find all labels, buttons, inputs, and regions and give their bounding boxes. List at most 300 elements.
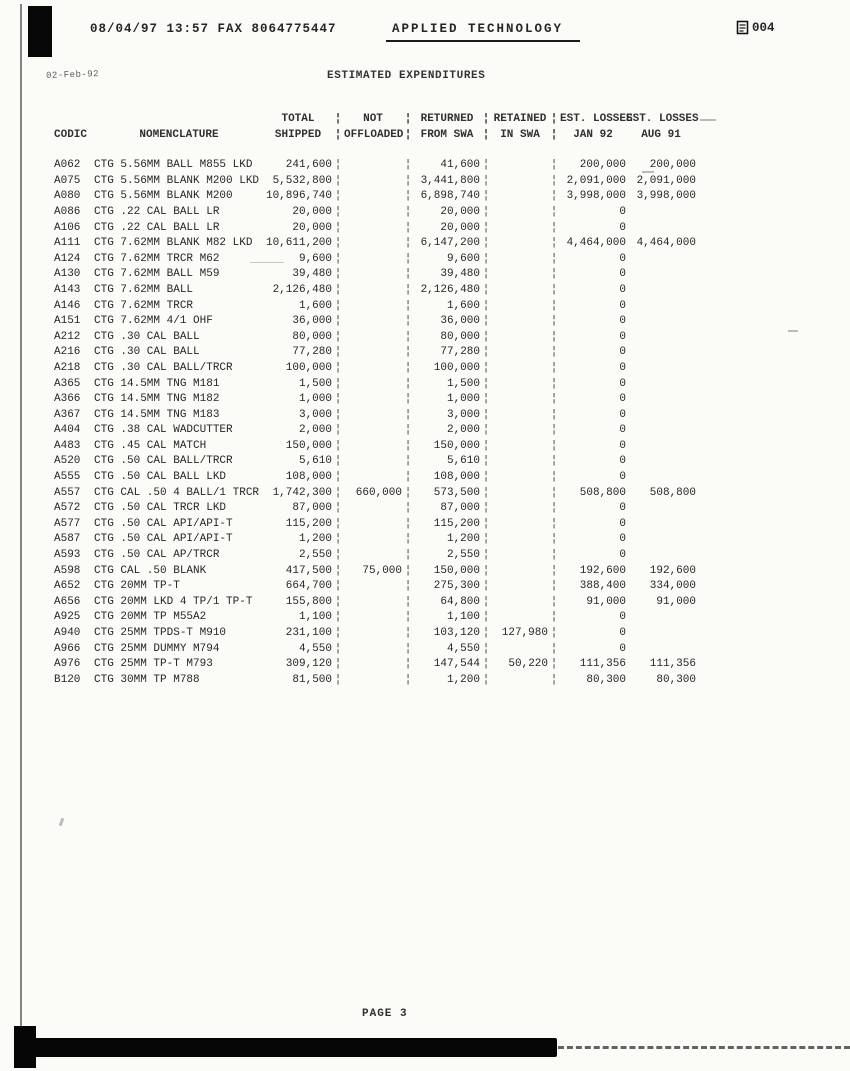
table-row <box>54 610 714 626</box>
table-cell: ¦ <box>334 361 342 374</box>
table-cell <box>344 158 402 174</box>
table-cell: A086 <box>54 205 81 218</box>
table-cell <box>492 642 548 658</box>
table-cell <box>492 283 548 299</box>
header-cell: OFFLOADED <box>344 128 404 141</box>
table-cell: A080 <box>54 190 81 203</box>
table-cell <box>626 330 696 346</box>
table-cell <box>344 189 402 205</box>
table-cell: 20,000 <box>440 205 480 218</box>
table-cell <box>626 642 696 658</box>
table-header-row <box>54 112 714 128</box>
table-row <box>54 454 714 470</box>
table-cell: 9,600 <box>446 252 480 265</box>
header-cell <box>54 112 94 128</box>
table-cell: ¦ <box>550 377 558 390</box>
table-cell: ¦ <box>550 486 558 499</box>
table-cell: 0 <box>619 408 626 421</box>
page-footer: PAGE 3 <box>362 1008 408 1020</box>
table-cell <box>626 252 696 268</box>
table-cell: ¦ <box>482 159 490 172</box>
table-cell: 0 <box>619 611 626 624</box>
table-cell: A106 <box>54 221 81 234</box>
table-cell: 1,100 <box>446 611 480 624</box>
table-cell <box>626 299 696 315</box>
table-cell: ¦ <box>404 455 412 468</box>
table-row <box>54 532 714 548</box>
table-cell: ¦ <box>482 377 490 390</box>
table-cell: ¦ <box>550 533 558 546</box>
table-cell: A483 <box>54 439 81 452</box>
header-cell: NOT <box>363 113 383 125</box>
table-cell: 3,998,000 <box>566 190 626 203</box>
table-row <box>54 158 714 174</box>
table-cell: A598 <box>54 564 81 577</box>
table-cell <box>492 423 548 439</box>
table-row <box>54 423 714 439</box>
table-cell: 9,600 <box>298 252 332 265</box>
table-cell: ¦ <box>550 252 558 265</box>
table-cell: 0 <box>619 283 626 296</box>
table-cell: ¦ <box>550 580 558 593</box>
table-cell: ¦ <box>334 533 342 546</box>
table-cell: CTG .50 CAL AP/TRCR <box>94 549 220 562</box>
table-cell: 0 <box>619 361 626 374</box>
table-row <box>54 439 714 455</box>
table-row <box>54 205 714 221</box>
table-cell <box>344 673 402 689</box>
table-cell: ¦ <box>404 393 412 406</box>
table-cell <box>492 236 548 252</box>
table-cell <box>492 532 548 548</box>
table-cell: 200,000 <box>649 159 696 172</box>
table-cell: ¦ <box>334 549 342 562</box>
table-cell: ¦ <box>482 549 490 562</box>
table-cell: ¦ <box>482 237 490 250</box>
table-cell: 0 <box>619 517 626 530</box>
table-cell: 1,200 <box>298 533 332 546</box>
table-row <box>54 673 714 689</box>
table-cell: ¦ <box>482 439 490 452</box>
table-cell: A656 <box>54 595 81 608</box>
table-cell: CTG 14.5MM TNG M183 <box>94 408 220 421</box>
expenditure-table <box>54 112 714 688</box>
table-cell: CTG .22 CAL BALL LR <box>94 205 220 218</box>
table-cell: 0 <box>619 549 626 562</box>
table-cell: ¦ <box>482 408 490 421</box>
table-cell: A404 <box>54 424 81 437</box>
table-cell: 0 <box>619 205 626 218</box>
header-cell: EST. LOSSES <box>626 113 699 125</box>
header-cell: TOTAL <box>281 113 315 125</box>
table-cell: B120 <box>54 673 81 686</box>
table-cell: A555 <box>54 471 81 484</box>
table-cell: ¦ <box>404 564 412 577</box>
scan-noise <box>788 330 798 332</box>
table-cell: ¦ <box>334 283 342 296</box>
table-cell: A367 <box>54 408 81 421</box>
table-cell: ¦ <box>404 377 412 390</box>
table-cell: ¦ <box>550 439 558 452</box>
table-cell: 0 <box>619 377 626 390</box>
table-cell: CTG 30MM TP M788 <box>94 673 200 686</box>
table-cell <box>492 548 548 564</box>
table-cell <box>626 377 696 393</box>
table-cell: A151 <box>54 315 81 328</box>
table-row <box>54 283 714 299</box>
table-row <box>54 470 714 486</box>
table-cell: ¦ <box>404 174 412 187</box>
table-cell: A366 <box>54 393 81 406</box>
table-cell <box>344 205 402 221</box>
table-cell: 103,120 <box>433 627 480 639</box>
table-cell: ¦ <box>550 455 558 468</box>
table-cell: CTG 5.56MM BALL M855 LKD <box>94 159 253 172</box>
table-cell: A124 <box>54 252 81 265</box>
table-cell: 0 <box>619 330 626 343</box>
table-cell: 660,000 <box>355 486 402 499</box>
table-cell: 155,800 <box>285 595 332 608</box>
table-cell: ¦ <box>334 190 342 203</box>
table-cell: ¦ <box>482 611 490 624</box>
table-cell: 6,898,740 <box>420 190 480 203</box>
table-cell: ¦ <box>550 408 558 421</box>
table-cell: CTG .30 CAL BALL <box>94 346 200 359</box>
table-cell: ¦ <box>550 611 558 624</box>
table-cell: 1,000 <box>298 393 332 406</box>
table-cell: CTG 7.62MM BALL <box>94 283 194 296</box>
table-cell: ¦ <box>334 299 342 312</box>
table-cell: 508,800 <box>649 486 696 499</box>
table-cell: CTG 20MM LKD 4 TP/1 TP-T <box>94 595 253 608</box>
table-cell: 2,000 <box>446 424 480 437</box>
table-cell <box>344 377 402 393</box>
table-cell: 0 <box>619 346 626 359</box>
table-cell: ¦ <box>550 221 558 234</box>
table-cell: ¦ <box>404 221 412 234</box>
table-cell <box>626 626 696 642</box>
table-cell: ¦ <box>482 252 490 265</box>
table-cell <box>626 361 696 377</box>
table-cell: 2,126,480 <box>272 283 332 296</box>
table-cell: ¦ <box>334 627 342 639</box>
table-cell: ¦ <box>550 549 558 562</box>
table-cell: ¦ <box>550 315 558 328</box>
table-cell: 241,600 <box>285 159 332 172</box>
table-row <box>54 236 714 252</box>
table-cell: ¦ <box>550 299 558 312</box>
table-cell: ¦ <box>482 673 490 686</box>
table-row <box>54 642 714 658</box>
table-cell: 1,000 <box>446 393 480 406</box>
table-cell: ¦ <box>334 159 342 172</box>
scan-bottom-left-block <box>14 1026 36 1068</box>
table-cell: ¦ <box>550 205 558 218</box>
table-cell: A075 <box>54 174 81 187</box>
table-cell <box>626 423 696 439</box>
table-cell <box>344 174 402 190</box>
table-cell: 39,480 <box>440 268 480 281</box>
table-cell: A925 <box>54 611 81 624</box>
table-cell: 0 <box>619 533 626 546</box>
table-cell: CTG .50 CAL API/API-T <box>94 533 233 546</box>
table-cell: ¦ <box>482 533 490 546</box>
header-cell: ¦ <box>550 128 558 141</box>
table-cell: 81,500 <box>292 673 332 686</box>
table-cell: ¦ <box>404 471 412 484</box>
table-cell <box>344 221 402 237</box>
table-cell: CTG .38 CAL WADCUTTER <box>94 424 233 437</box>
fax-sender-name: APPLIED TECHNOLOGY <box>392 22 564 36</box>
table-cell <box>626 532 696 548</box>
table-cell: A062 <box>54 159 81 172</box>
table-cell: A520 <box>54 455 81 468</box>
table-cell: 2,550 <box>298 549 332 562</box>
table-cell: ¦ <box>334 595 342 608</box>
table-cell: ¦ <box>404 502 412 515</box>
table-cell <box>344 579 402 595</box>
table-cell: ¦ <box>482 174 490 187</box>
table-cell <box>626 408 696 424</box>
table-row <box>54 299 714 315</box>
table-cell: 1,600 <box>298 299 332 312</box>
table-cell: 111,356 <box>649 658 696 671</box>
table-cell: 80,300 <box>586 673 626 686</box>
table-cell <box>492 501 548 517</box>
table-cell <box>492 158 548 174</box>
table-cell: 77,280 <box>292 346 332 359</box>
table-cell: ¦ <box>404 549 412 562</box>
table-cell: 108,000 <box>285 471 332 484</box>
table-cell: 64,800 <box>440 595 480 608</box>
table-row <box>54 548 714 564</box>
table-cell: ¦ <box>404 658 412 671</box>
fax-page-icon <box>736 20 749 35</box>
table-cell: 10,611,200 <box>265 237 332 250</box>
table-cell: 0 <box>619 627 626 639</box>
table-cell: ¦ <box>334 346 342 359</box>
fax-page-stamp <box>736 20 775 35</box>
fax-page-number: 004 <box>752 20 775 35</box>
table-cell: ¦ <box>482 455 490 468</box>
table-cell: A572 <box>54 502 81 515</box>
table-cell: ¦ <box>550 159 558 172</box>
table-cell: 0 <box>619 252 626 265</box>
table-cell: 127,980 <box>501 627 548 639</box>
table-cell: A143 <box>54 283 81 296</box>
header-cell: RETURNED <box>420 113 474 125</box>
table-cell: CTG 7.62MM BLANK M82 LKD <box>94 237 253 250</box>
table-cell: 4,464,000 <box>636 237 696 250</box>
table-cell: 0 <box>619 315 626 328</box>
table-cell: ¦ <box>334 393 342 406</box>
table-row <box>54 579 714 595</box>
table-cell <box>492 392 548 408</box>
scan-left-edge-line <box>20 4 22 1056</box>
table-cell <box>344 345 402 361</box>
table-cell: ¦ <box>334 174 342 187</box>
table-cell: 41,600 <box>440 159 480 172</box>
table-cell <box>626 221 696 237</box>
table-cell: 192,600 <box>649 564 696 577</box>
scan-corner-blob <box>28 6 52 57</box>
scan-bottom-bar <box>30 1038 557 1057</box>
header-cell: ¦ <box>550 113 558 125</box>
table-cell: A130 <box>54 268 81 281</box>
table-cell: ¦ <box>334 330 342 343</box>
table-cell: 4,464,000 <box>566 237 626 250</box>
table-cell: 36,000 <box>440 315 480 328</box>
table-cell: 5,532,800 <box>272 174 332 187</box>
table-cell: ¦ <box>482 283 490 296</box>
table-cell: CTG 14.5MM TNG M181 <box>94 377 220 390</box>
table-cell: ¦ <box>550 595 558 608</box>
table-cell: ¦ <box>404 283 412 296</box>
table-cell: 3,998,000 <box>636 190 696 203</box>
table-cell: CTG .50 CAL BALL LKD <box>94 471 227 484</box>
table-row <box>54 392 714 408</box>
table-cell: 5,610 <box>446 455 480 468</box>
table-cell: ¦ <box>550 330 558 343</box>
table-cell: 4,550 <box>298 642 332 655</box>
table-cell: ¦ <box>404 580 412 593</box>
table-cell: 1,200 <box>446 533 480 546</box>
table-cell: CTG .30 CAL BALL <box>94 330 200 343</box>
table-row <box>54 221 714 237</box>
table-cell <box>626 345 696 361</box>
table-cell <box>344 657 402 673</box>
table-cell <box>492 330 548 346</box>
table-cell <box>492 205 548 221</box>
table-cell: ¦ <box>334 455 342 468</box>
table-cell: CTG 7.62MM BALL M59 <box>94 268 220 281</box>
table-cell: A940 <box>54 627 81 639</box>
table-cell: 0 <box>619 424 626 437</box>
table-cell: ¦ <box>482 315 490 328</box>
header-cell: ¦ <box>404 113 412 125</box>
table-cell: ¦ <box>482 642 490 655</box>
table-cell: ¦ <box>482 486 490 499</box>
scan-noise <box>59 818 65 827</box>
table-cell <box>492 517 548 533</box>
table-cell: A593 <box>54 549 81 562</box>
table-cell: CTG CAL .50 BLANK <box>94 564 207 577</box>
table-cell <box>344 642 402 658</box>
table-cell <box>344 548 402 564</box>
table-cell: 508,800 <box>579 486 626 499</box>
table-cell <box>492 595 548 611</box>
table-cell: CTG .22 CAL BALL LR <box>94 221 220 234</box>
table-cell: ¦ <box>404 237 412 250</box>
table-cell: CTG .45 CAL MATCH <box>94 439 207 452</box>
table-cell <box>344 267 402 283</box>
table-cell: 150,000 <box>285 439 332 452</box>
table-cell <box>492 361 548 377</box>
table-cell <box>344 470 402 486</box>
table-cell: ¦ <box>334 564 342 577</box>
table-row <box>54 626 714 642</box>
table-cell: ¦ <box>404 517 412 530</box>
table-cell: CTG 25MM DUMMY M794 <box>94 642 220 655</box>
table-cell: ¦ <box>404 252 412 265</box>
table-cell <box>492 345 548 361</box>
table-cell: 80,000 <box>292 330 332 343</box>
table-cell: ¦ <box>334 580 342 593</box>
table-cell: 147,544 <box>433 658 480 671</box>
table-cell <box>492 174 548 190</box>
table-cell <box>626 314 696 330</box>
table-row <box>54 267 714 283</box>
table-cell <box>492 454 548 470</box>
table-cell: ¦ <box>482 424 490 437</box>
table-cell: 4,550 <box>446 642 480 655</box>
table-cell: 6,147,200 <box>420 237 480 250</box>
date-stamp: 02-Feb-92 <box>45 69 100 81</box>
table-cell <box>492 299 548 315</box>
table-row <box>54 408 714 424</box>
table-cell <box>492 439 548 455</box>
table-cell: ¦ <box>550 237 558 250</box>
table-cell <box>492 314 548 330</box>
table-cell: ¦ <box>482 190 490 203</box>
table-row <box>54 595 714 611</box>
table-cell <box>344 595 402 611</box>
table-cell: A365 <box>54 377 81 390</box>
table-cell: 1,500 <box>298 377 332 390</box>
table-cell: CTG 20MM TP M55A2 <box>94 611 207 624</box>
table-cell: 2,126,480 <box>420 283 480 296</box>
header-cell: ¦ <box>404 128 412 141</box>
table-row <box>54 314 714 330</box>
table-cell: 0 <box>619 221 626 234</box>
header-cell: SHIPPED <box>274 128 322 141</box>
table-cell <box>492 252 548 268</box>
header-cell: IN SWA <box>500 128 540 141</box>
table-cell <box>344 361 402 377</box>
table-cell: A146 <box>54 299 81 312</box>
table-cell: ¦ <box>404 299 412 312</box>
table-cell: A212 <box>54 330 81 343</box>
table-cell: 231,100 <box>285 627 332 639</box>
table-cell: 1,100 <box>298 611 332 624</box>
table-cell: 0 <box>619 642 626 655</box>
table-cell: ¦ <box>334 611 342 624</box>
table-cell: A218 <box>54 361 81 374</box>
table-cell: ¦ <box>404 361 412 374</box>
table-cell <box>626 501 696 517</box>
table-cell: 1,742,300 <box>272 486 332 499</box>
table-row <box>54 564 714 580</box>
table-cell: 1,600 <box>446 299 480 312</box>
header-cell: JAN 92 <box>573 128 613 141</box>
table-cell: 80,300 <box>656 673 696 686</box>
table-cell: ¦ <box>550 658 558 671</box>
header-cell: FROM SWA <box>420 128 474 141</box>
table-cell: ¦ <box>482 221 490 234</box>
table-cell: ¦ <box>482 268 490 281</box>
table-cell: 200,000 <box>579 159 626 172</box>
table-cell <box>344 283 402 299</box>
table-cell: ¦ <box>550 627 558 639</box>
table-cell: 0 <box>619 268 626 281</box>
table-cell: ¦ <box>550 174 558 187</box>
fax-header-underline <box>386 40 580 42</box>
table-cell <box>626 267 696 283</box>
table-cell: 39,480 <box>292 268 332 281</box>
table-cell: CTG 7.62MM TRCR <box>94 299 194 312</box>
table-cell: 77,280 <box>440 346 480 359</box>
table-cell <box>344 392 402 408</box>
